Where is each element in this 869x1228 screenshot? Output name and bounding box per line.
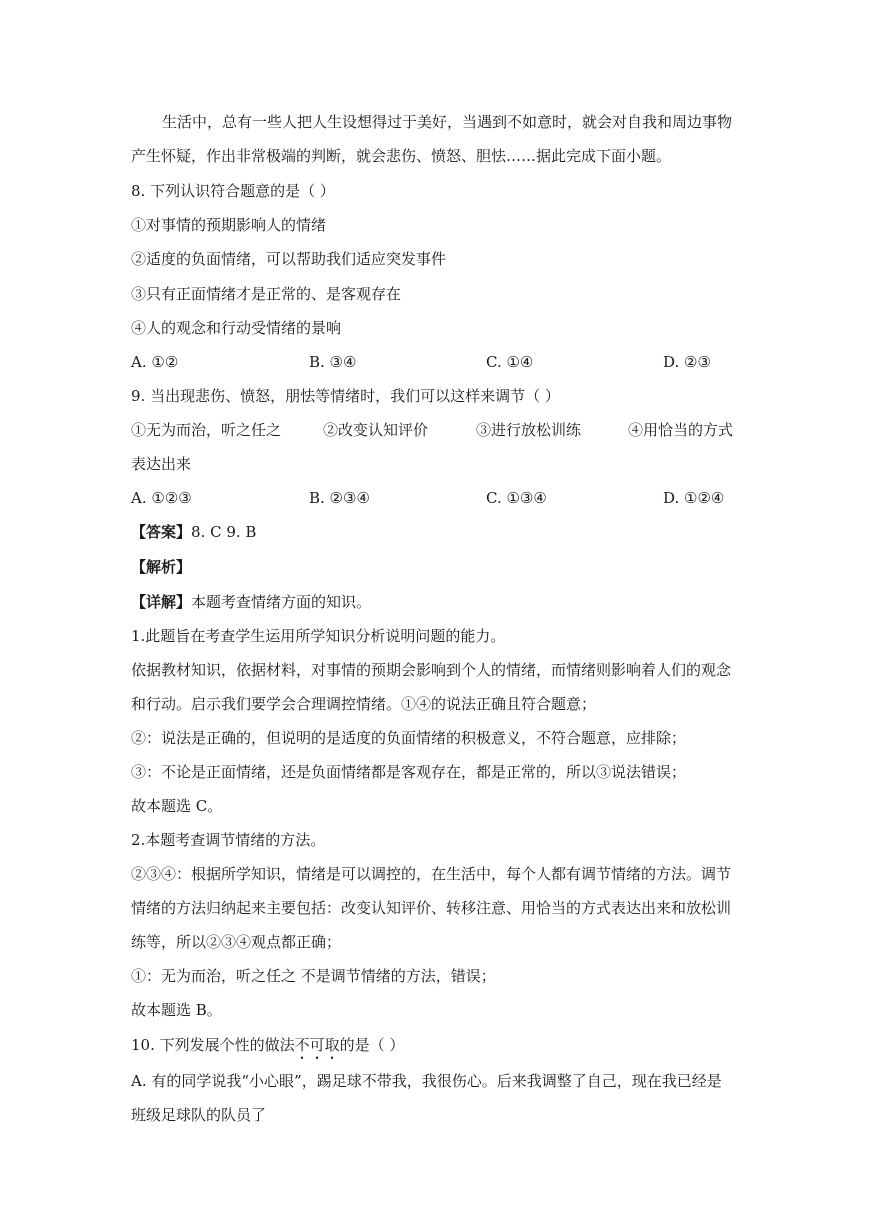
body-line-8: ②③④：根据所学知识，情绪是可以调控的，在生活中，每个人都有调节情绪的方法。调节 xyxy=(131,865,732,883)
question-9-option-b: B. ②③④ xyxy=(309,489,370,507)
answer-text: 8. C 9. B xyxy=(191,523,257,541)
detail-tag: 【详解】 xyxy=(131,593,192,611)
question-8-option-a: A. ①② xyxy=(131,353,179,371)
question-9-stem: 9. 当出现悲伤、愤怒，朋怯等情绪时，我们可以这样来调节（ ） xyxy=(131,387,560,405)
question-8-option-b: B. ③④ xyxy=(309,353,357,371)
detail-line xyxy=(131,592,371,612)
analysis-line xyxy=(131,557,191,577)
body-line-3: 和行动。启示我们要学会合理调控情绪。①④的说法正确且符合题意； xyxy=(131,695,597,713)
intro-line-1: 生活中，总有一些人把人生设想得过于美好，当遇到不如意时，就会对自我和周边事物 xyxy=(162,113,733,131)
question-8-item-3: ③只有正面情绪才是正常的、是客观存在 xyxy=(131,285,402,303)
question-9-option-a: A. ①②③ xyxy=(131,489,192,507)
question-9-item-4: ④用恰当的方式 xyxy=(628,421,734,439)
question-8-option-d: D. ②③ xyxy=(663,353,711,371)
question-10-option-a-line-1: A. 有的同学说我“小心眼”，踢足球不带我，我很伤心。后来我调整了自己，现在我已经是 xyxy=(131,1072,722,1090)
body-line-2: 依据教材知识，依据材料，对事情的预期会影响到个人的情绪，而情绪则影响着人们的观念 xyxy=(131,661,732,679)
analysis-tag: 【解析】 xyxy=(131,558,192,576)
question-8-item-4: ④人的观念和行动受情绪的景响 xyxy=(131,319,342,337)
question-10-option-a-line-2: 班级足球队的队员了 xyxy=(131,1106,267,1124)
detail-text: 本题考查情绪方面的知识。 xyxy=(191,593,372,611)
body-line-1: 1.此题旨在考查学生运用所学知识分析说明问题的能力。 xyxy=(131,627,506,645)
body-line-5: ③：不论是正面情绪，还是负面情绪都是客观存在，都是正常的，所以③说法错误； xyxy=(131,763,687,781)
question-9-item-1: ①无为而治，听之任之 xyxy=(131,421,282,439)
question-9-item-4-cont: 表达出来 xyxy=(131,455,192,473)
body-line-6: 故本题选 C。 xyxy=(131,797,223,815)
question-9-item-2: ②改变认知评价 xyxy=(323,421,429,439)
answer-tag: 【答案】 xyxy=(131,523,192,541)
question-8-stem: 8. 下列认识符合题意的是（ ） xyxy=(131,182,335,200)
question-8-option-c: C. ①④ xyxy=(486,353,534,371)
question-8-item-2: ②适度的负面情绪，可以帮助我们适应突发事件 xyxy=(131,250,447,268)
body-line-9: 情绪的方法归纳起来主要包括：改变认知评价、转移注意、用恰当的方式表达出来和放松训 xyxy=(131,899,732,917)
answer-line xyxy=(131,522,256,542)
question-10-stem-pre: 10. 下列发展个性的做法 xyxy=(131,1036,295,1054)
body-line-12: 故本题选 B。 xyxy=(131,1001,222,1019)
body-line-4: ②：说法是正确的，但说明的是适度的负面情绪的积极意义，不符合题意，应排除； xyxy=(131,729,687,747)
body-line-11: ①：无为而治，听之任之 不是调节情绪的方法，错误； xyxy=(131,967,496,985)
intro-line-2: 产生怀疑，作出非常极端的判断，就会悲伤、愤怒、胆怯……据此完成下面小题。 xyxy=(131,147,672,165)
question-10-stem-post: 的是（ ） xyxy=(339,1036,405,1054)
question-9-option-d: D. ①②④ xyxy=(663,489,725,507)
body-line-10: 练等，所以②③④观点都正确； xyxy=(131,933,342,951)
question-9-option-c: C. ①③④ xyxy=(486,489,547,507)
question-10-emphasis: 不可取 xyxy=(294,1036,340,1054)
question-9-item-3: ③进行放松训练 xyxy=(476,421,582,439)
question-10-stem xyxy=(131,1035,404,1055)
question-8-item-1: ①对事情的预期影响人的情绪 xyxy=(131,216,327,234)
body-line-7: 2.本题考查调节情绪的方法。 xyxy=(131,831,326,849)
